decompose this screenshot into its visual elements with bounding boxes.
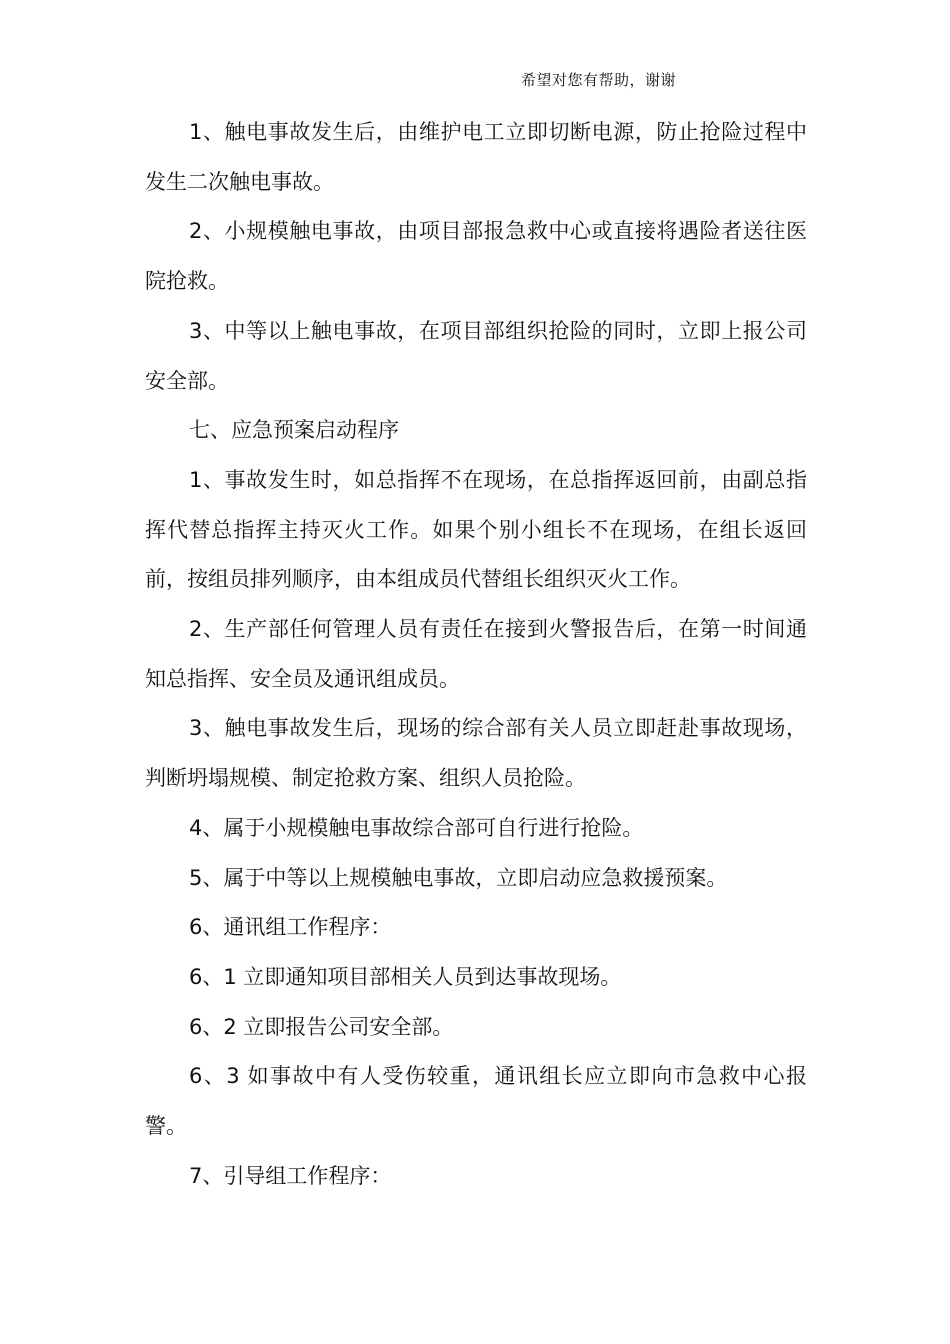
paragraph-13: 7、引导组工作程序：: [189, 1163, 392, 1188]
paragraph-6: 3、触电事故发生后，现场的综合部有关人员立即赶赴事故现场，判断坍塌规模、制定抢救方案、组织人员抢险。: [145, 716, 807, 791]
page-header: 希望对您有帮助，谢谢: [521, 71, 677, 89]
paragraph-10: 6、1 立即通知项目部相关人员到达事故现场。: [189, 964, 622, 989]
paragraph-5: 2、生产部任何管理人员有责任在接到火警报告后，在第一时间通知总指挥、安全员及通讯组成员。: [145, 617, 807, 691]
paragraph-2: 2、小规模触电事故，由项目部报急救中心或直接将遇险者送往医院抢救。: [145, 219, 807, 294]
paragraph-4: 1、事故发生时，如总指挥不在现场，在总指挥返回前，由副总指挥代替总指挥主持灭火工作。如果个别小组长不在现场，在组长返回前，按组员排列顺序，由本组成员代替组长组织灭火工作。: [145, 467, 807, 592]
document-body: [145, 108, 807, 1201]
paragraph-3: 3、中等以上触电事故，在项目部组织抢险的同时，立即上报公司安全部。: [145, 318, 807, 393]
paragraph-1: 1、触电事故发生后，由维护电工立即切断电源，防止抢险过程中发生二次触电事故。: [145, 120, 807, 194]
paragraph-11: 6、2 立即报告公司安全部。: [189, 1014, 454, 1039]
paragraph-8: 5、属于中等以上规模触电事故，立即启动应急救援预案。: [189, 865, 728, 890]
paragraph-7: 4、属于小规模触电事故综合部可自行进行抢险。: [189, 815, 644, 840]
section-heading-7: 七、应急预案启动程序: [189, 418, 399, 443]
paragraph-12: 6、3 如事故中有人受伤较重，通讯组长应立即向市急救中心报警。: [145, 1064, 807, 1139]
paragraph-9: 6、通讯组工作程序：: [189, 915, 392, 940]
